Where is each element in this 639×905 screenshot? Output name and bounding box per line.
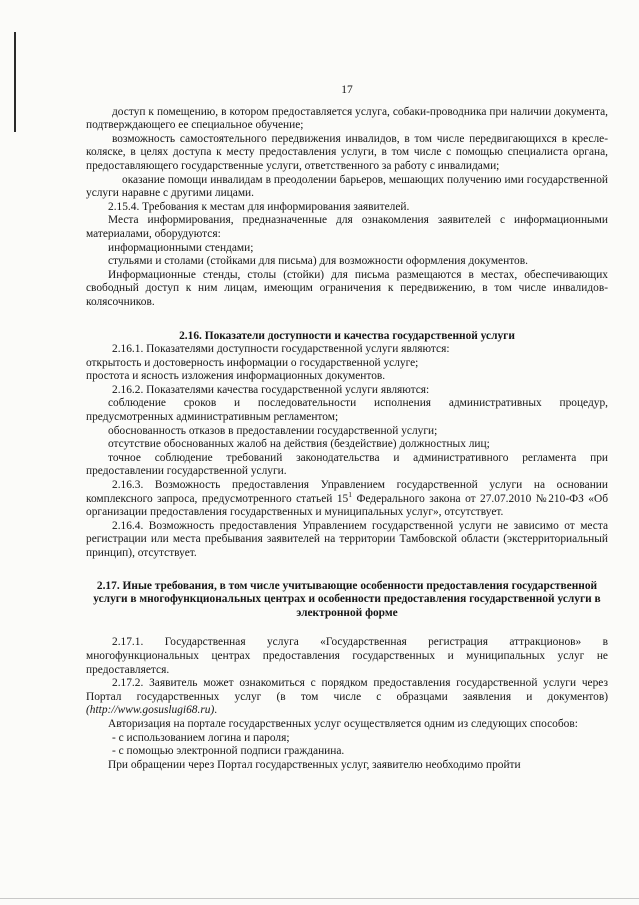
list-item: - с использованием логина и пароля; [112,731,290,744]
paragraph: оказание помощи инвалидам в преодолении барьеров, мешающих получению ими государственной услуги наравне с другими лицами. [86,173,608,200]
paragraph: Авторизация на портале государственных услуг осуществляется одним из следующих способов: [108,717,578,730]
footnote-superscript: 1 [348,489,352,499]
paragraph: возможность самостоятельного передвижения инвалидов, в том числе передвигающихся в кресле-коляске, в целях доступа к месту предоставления услуги, в том числе с помощью специалиста органа, предоставляющего государственные услуги, ответственного за работу с инвалидами; [86,132,608,172]
paragraph: При обращении через Портал государственных услуг, заявителю необходимо пройти [108,758,521,771]
paragraph: точное соблюдение требований законодательства и административного регламента при предоставлении государственной услуги. [86,451,608,478]
paragraph-2-17-2: 2.17.2. Заявитель может ознакомиться с порядком предоставления государственной услуги через Портал государственных услуг (в том числе с образцами заявления и документов) (http://www.gosuslugi68.ru). [86,677,608,717]
section-heading: 2.17. Иные требования, в том числе учитывающие особенности предоставления государственной услуги в многофункциональных центрах и особенности предоставления государственной услуги в электронной форме [93,579,601,619]
paragraph: обоснованность отказов в предоставлении государственной услуги; [108,424,438,437]
paragraph: доступ к помещению, в котором предоставляется услуга, собаки-проводника при наличии документа, подтверждающего ее специальное обучение; [86,105,608,132]
page-number: 17 [341,84,353,96]
paragraph: 2.16.1. Показателями доступности государственной услуги являются: [112,343,450,356]
paragraph-2-16-3: 2.16.3. Возможность предоставления Управлением государственной услуги на основании комплексного запроса, предусмотренного статьей $15^1$ Федерального закона от 27.07.2010 №210-ФЗ «Об организации предоставления государственных и муниципальных услуг», отсутствует. [86,479,608,519]
portal-url: (http://www.gosuslugi68.ru) [86,704,215,717]
paragraph: 2.17.1. Государственная услуга «Государственная регистрация аттракционов» в многофункциональных центрах предоставления государственных и муниципальных услуг не предоставляется. [86,636,608,676]
paragraph: 2.15.4. Требования к местам для информирования заявителей. [108,200,410,213]
section-2-16 [86,330,608,561]
paragraph: 2.16.2. Показателями качества государственной услуги являются: [112,383,430,396]
paragraph: информационными стендами; [108,241,254,254]
paragraph: 2.16.4. Возможность предоставления Управлением государственной услуги не зависимо от места регистрации или места пребывания заявителей на территории Тамбовской области (экстерриториальный принцип), отсутствует. [86,519,608,559]
paragraph: стульями и столами (стойками для письма) для возможности оформления документов. [108,255,528,268]
list-item: - с помощью электронной подписи гражданина. [112,745,345,758]
paragraph: Места информирования, предназначенные для ознакомления заявителей с информационными материалами, оборудуются: [86,214,608,240]
paragraph: отсутствие обоснованных жалоб на действия (бездействие) должностных лиц; [108,438,490,451]
section-2-17 [86,580,608,773]
section-2-15-continued [86,106,608,310]
paragraph: простота и ясность изложения информационных документов. [86,370,386,383]
paragraph: соблюдение сроков и последовательности исполнения административных процедур, предусмотренных административным регламентом; [86,397,608,424]
scan-edge-mark [14,32,16,132]
section-heading: 2.16. Показатели доступности и качества государственной услуги [179,329,515,342]
document-page [86,84,608,772]
paragraph: открытость и достоверность информации о государственной услуге; [86,356,419,369]
paragraph: Информационные стенды, столы (стойки) для письма размещаются в местах, обеспечивающих свободный доступ к ним лицам, имеющим ограничения к передвижению, в том числе инвалидов-колясочников. [86,268,608,308]
scan-bottom-line [0,898,639,899]
